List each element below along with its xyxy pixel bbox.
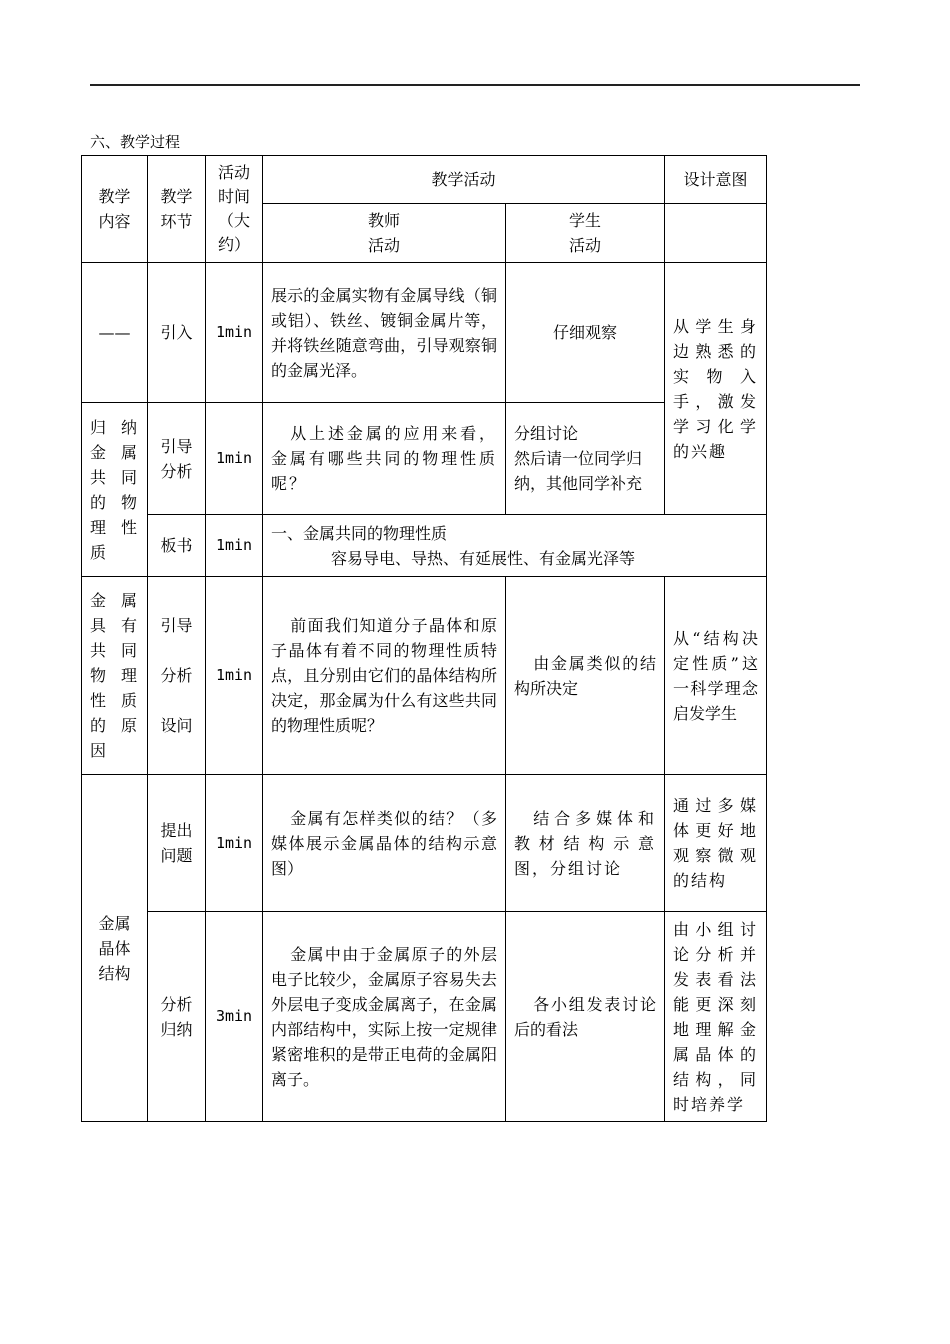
r4-content: 金属具有共同物理性质的原因: [82, 577, 148, 775]
r6-stage: 分析 归纳: [148, 912, 206, 1122]
r1-stage: 引入: [148, 263, 206, 403]
r3-board: [263, 515, 767, 577]
r4-teacher: 前面我们知道分子晶体和原子晶体有着不同的物理性质特点，且分别由它们的晶体结构所决定，那金属为什么有这些共同的物理性质呢？: [263, 577, 506, 775]
r1-teacher: 展示的金属实物有金属导线（铜或铝）、铁丝、镀铜金属片等，并将铁丝随意弯曲，引导观察铜的金属光泽。: [263, 263, 506, 403]
r1-content: ——: [82, 263, 148, 403]
r3-time: 1min: [206, 515, 263, 577]
r1-time: 1min: [206, 263, 263, 403]
r2-teacher: 从上述金属的应用来看，金属有哪些共同的物理性质呢？: [263, 403, 506, 515]
r5-time: 1min: [206, 775, 263, 912]
section-title: 六、教学过程: [90, 133, 181, 151]
r4-intent: 从“结构决定性质”这一科学理念启发学生: [665, 577, 767, 775]
r3-stage: 板书: [148, 515, 206, 577]
header-stage: 教学 环节: [148, 156, 206, 263]
r6-student: 各小组发表讨论后的看法: [506, 912, 665, 1122]
r5-content: 金属 晶体 结构: [82, 775, 148, 1122]
header-content: 教学 内容: [82, 156, 148, 263]
r2-stage: 引导 分析: [148, 403, 206, 515]
header-intent-empty: [665, 204, 767, 263]
header-time: 活动 时间 （大 约）: [206, 156, 263, 263]
header-student: 学生 活动: [506, 204, 665, 263]
r6-teacher: 金属中由于金属原子的外层电子比较少，金属原子容易失去外层电子变成金属离子，在金属内部结构中，实际上按一定规律紧密堆积的是带正电荷的金属阳离子。: [263, 912, 506, 1122]
r5-stage: 提出 问题: [148, 775, 206, 912]
r6-intent: 由小组讨论分析并发表看法能更深刻地理解金属晶体的结构，同时培养学: [665, 912, 767, 1122]
r5-teacher: 金属有怎样类似的结？（多媒体展示金属晶体的结构示意图）: [263, 775, 506, 912]
r4-time: 1min: [206, 577, 263, 775]
r1-intent: 从学生身边熟悉的实物入手，激发学习化学的兴趣: [665, 263, 767, 515]
header-rule: [90, 84, 860, 86]
teaching-process-table: [81, 155, 767, 1122]
board-line-1: 一、金属共同的物理性质: [271, 523, 448, 543]
header-teacher: 教师 活动: [263, 204, 506, 263]
r5-student: 结合多媒体和教材结构示意图，分组讨论: [506, 775, 665, 912]
header-activity: 教学活动: [263, 156, 665, 204]
r2-student: 分组讨论 然后请一位同学归纳，其他同学补充: [506, 403, 665, 515]
r2-time: 1min: [206, 403, 263, 515]
r5-intent: 通过多媒体更好地观察微观的结构: [665, 775, 767, 912]
header-intent: 设计意图: [665, 156, 767, 204]
r4-stage: 引导 分析 设问: [148, 577, 206, 775]
r6-time: 3min: [206, 912, 263, 1122]
r4-student: 由金属类似的结构所决定: [506, 577, 665, 775]
r1-student: 仔细观察: [506, 263, 665, 403]
r2-content: 归纳金属共同的物理性质: [82, 403, 148, 577]
board-line-2: 容易导电、导热、有延展性、有金属光泽等: [331, 548, 636, 568]
